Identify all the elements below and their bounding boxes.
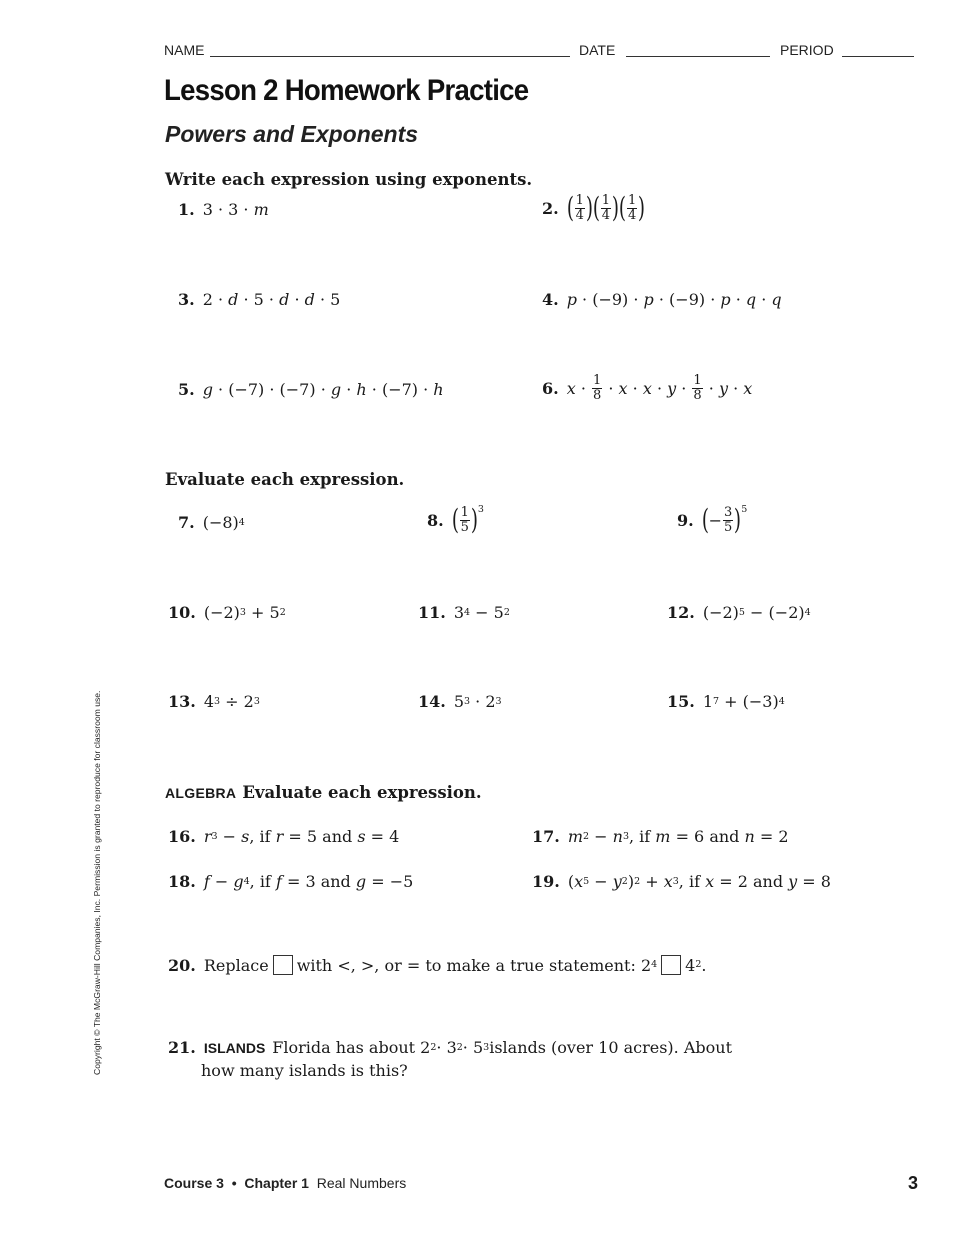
date-label: DATE: [579, 42, 616, 58]
problem-9: 9. ( − $\frac{3}{5}$ ) $^5$: [677, 503, 748, 537]
name-label: NAME: [164, 42, 205, 58]
course-label: Course 3: [164, 1175, 224, 1191]
answer-box-input[interactable]: [661, 955, 681, 975]
chapter-title: Real Numbers: [316, 1175, 407, 1191]
problem-6: 6. x · $\frac{1}{8}$ · x · x · y · $\frac{1}{8}$ · y · x: [542, 373, 753, 403]
problem-1: 1. 3 · 3 · m: [178, 200, 269, 219]
worksheet-header: [164, 40, 916, 60]
page-footer: Course 3 • Chapter 1 Real Numbers: [164, 1175, 407, 1191]
problem-20: 20. Replace with <, >, or = to make a true statement: 2 4 4 2 .: [168, 955, 707, 975]
name-blank-line[interactable]: [210, 56, 570, 57]
section2-instruction: Evaluate each expression.: [165, 470, 405, 489]
problem-4: 4. p · (−9) · p · (−9) · p · q · q: [542, 290, 782, 309]
problem-12: 12. (−2) 5 − (−2) 4: [667, 603, 811, 622]
problem-21: 21. ISLANDS Florida has about 2 2 · 3 2 · 5 3 islands (over 10 acres). About: [168, 1038, 732, 1057]
problem-8: 8. ( $\frac{1}{5}$ ) $^3$: [427, 503, 484, 537]
problem-11: 11. 3 4 − 5 2: [418, 603, 510, 622]
page-title: Lesson 2 Homework Practice: [164, 74, 529, 107]
problem-21-line2: how many islands is this?: [201, 1061, 408, 1080]
problem-2: 2. ( $\frac{1}{4}$ ) ( $\frac{1}{4}$ ) ( $\frac{1}{4}$ ): [542, 191, 646, 225]
problem-13: 13. 4 3 ÷ 2 3: [168, 692, 260, 711]
problem-17: 17. m 2 − n 3 , if m = 6 and n = 2: [532, 827, 789, 846]
page-subtitle: Powers and Exponents: [165, 121, 419, 147]
problem-15: 15. 1 7 + (−3) 4: [667, 692, 785, 711]
section3-instruction: ALGEBRA Evaluate each expression.: [165, 783, 482, 802]
problem-14: 14. 5 3 · 2 3: [418, 692, 502, 711]
problem-16: 16. r 3 − s , if r = 5 and s = 4: [168, 827, 400, 846]
section1-instruction: Write each expression using exponents.: [165, 170, 533, 189]
period-blank-line[interactable]: [842, 56, 914, 57]
islands-tag: ISLANDS: [203, 1039, 266, 1056]
date-blank-line[interactable]: [626, 56, 770, 57]
answer-box-example: [273, 955, 293, 975]
page-number: 3: [908, 1173, 919, 1193]
chapter-label: Chapter 1: [244, 1175, 309, 1191]
problem-5: 5. g · (−7) · (−7) · g · h · (−7) · h: [178, 380, 444, 399]
period-label: PERIOD: [780, 42, 834, 58]
problem-3: 3. 2 · d · 5 · d · d · 5: [178, 290, 341, 309]
problem-7: 7. (−8) 4: [178, 513, 245, 532]
copyright-notice: Copyright © The McGraw-Hill Companies, Inc. Permission is granted to reproduce for classroom use.: [92, 690, 102, 1075]
problem-10: 10. (−2) 3 + 5 2: [168, 603, 286, 622]
problem-18: 18. f − g 4 , if f = 3 and g = −5: [168, 872, 414, 891]
problem-19: 19. ( x 5 − y 2 ) 2 + x 3 , if x = 2 and y = 8: [532, 872, 831, 891]
algebra-tag: ALGEBRA: [165, 785, 237, 801]
